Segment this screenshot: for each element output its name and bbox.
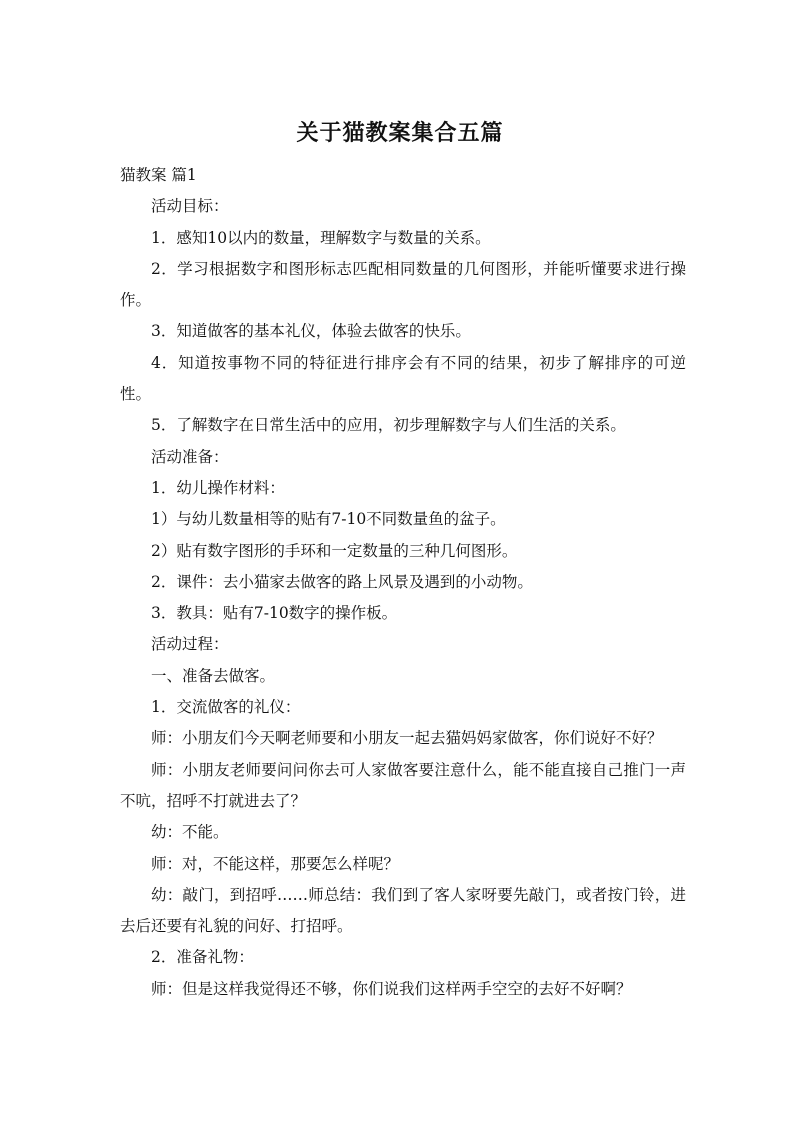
paragraph: 一、准备去做客。 bbox=[151, 666, 276, 685]
paragraph: 4．知道按事物不同的特征进行排序会有不同的结果，初步了解排序的可逆性。 bbox=[120, 353, 686, 404]
paragraph: 活动过程： bbox=[151, 635, 229, 654]
paragraph: 1．交流做客的礼仪： bbox=[151, 698, 301, 717]
paragraph: 猫教案 篇1 bbox=[120, 166, 197, 184]
paragraph: 师：对，不能这样，那要怎么样呢？ bbox=[151, 854, 400, 873]
paragraph: 2．准备礼物： bbox=[151, 948, 254, 967]
paragraph: 幼：敲门，到招呼……师总结：我们到了客人家呀要先敲门，或者按门铃，进去后还要有礼貌的问好、打招呼。 bbox=[120, 885, 686, 936]
paragraph: 3．知道做客的基本礼仪，体验去做客的快乐。 bbox=[151, 322, 471, 341]
paragraph: 3．教具：贴有7-10数字的操作板。 bbox=[151, 604, 398, 623]
paragraph: 师：小朋友们今天啊老师要和小朋友一起去猫妈妈家做客，你们说好不好？ bbox=[151, 729, 663, 748]
paragraph: 2．课件：去小猫家去做客的路上风景及遇到的小动物。 bbox=[151, 572, 533, 591]
paragraph: 2）贴有数字图形的手环和一定数量的三种几何图形。 bbox=[151, 541, 518, 560]
paragraph: 1．幼儿操作材料： bbox=[151, 478, 285, 497]
paragraph: 1）与幼儿数量相等的贴有7-10不同数量鱼的盆子。 bbox=[151, 510, 506, 529]
paragraph: 师：但是这样我觉得还不够，你们说我们这样两手空空的去好不好啊？ bbox=[151, 979, 632, 998]
paragraph: 5．了解数字在日常生活中的应用，初步理解数字与人们生活的关系。 bbox=[151, 416, 626, 435]
paragraph: 1．感知10以内的数量，理解数字与数量的关系。 bbox=[151, 228, 491, 247]
paragraph: 师：小朋友老师要问问你去可人家做客要注意什么，能不能直接自己推门一声不吭，招呼不打就进去了？ bbox=[120, 760, 686, 810]
paragraph: 幼：不能。 bbox=[151, 823, 229, 842]
document-body bbox=[120, 160, 686, 1005]
paragraph: 活动目标： bbox=[151, 197, 229, 216]
paragraph: 2．学习根据数字和图形标志匹配相同数量的几何图形，并能听懂要求进行操作。 bbox=[120, 259, 686, 310]
document-title: 关于猫教案集合五篇 bbox=[296, 121, 504, 146]
paragraph: 活动准备： bbox=[151, 447, 229, 466]
